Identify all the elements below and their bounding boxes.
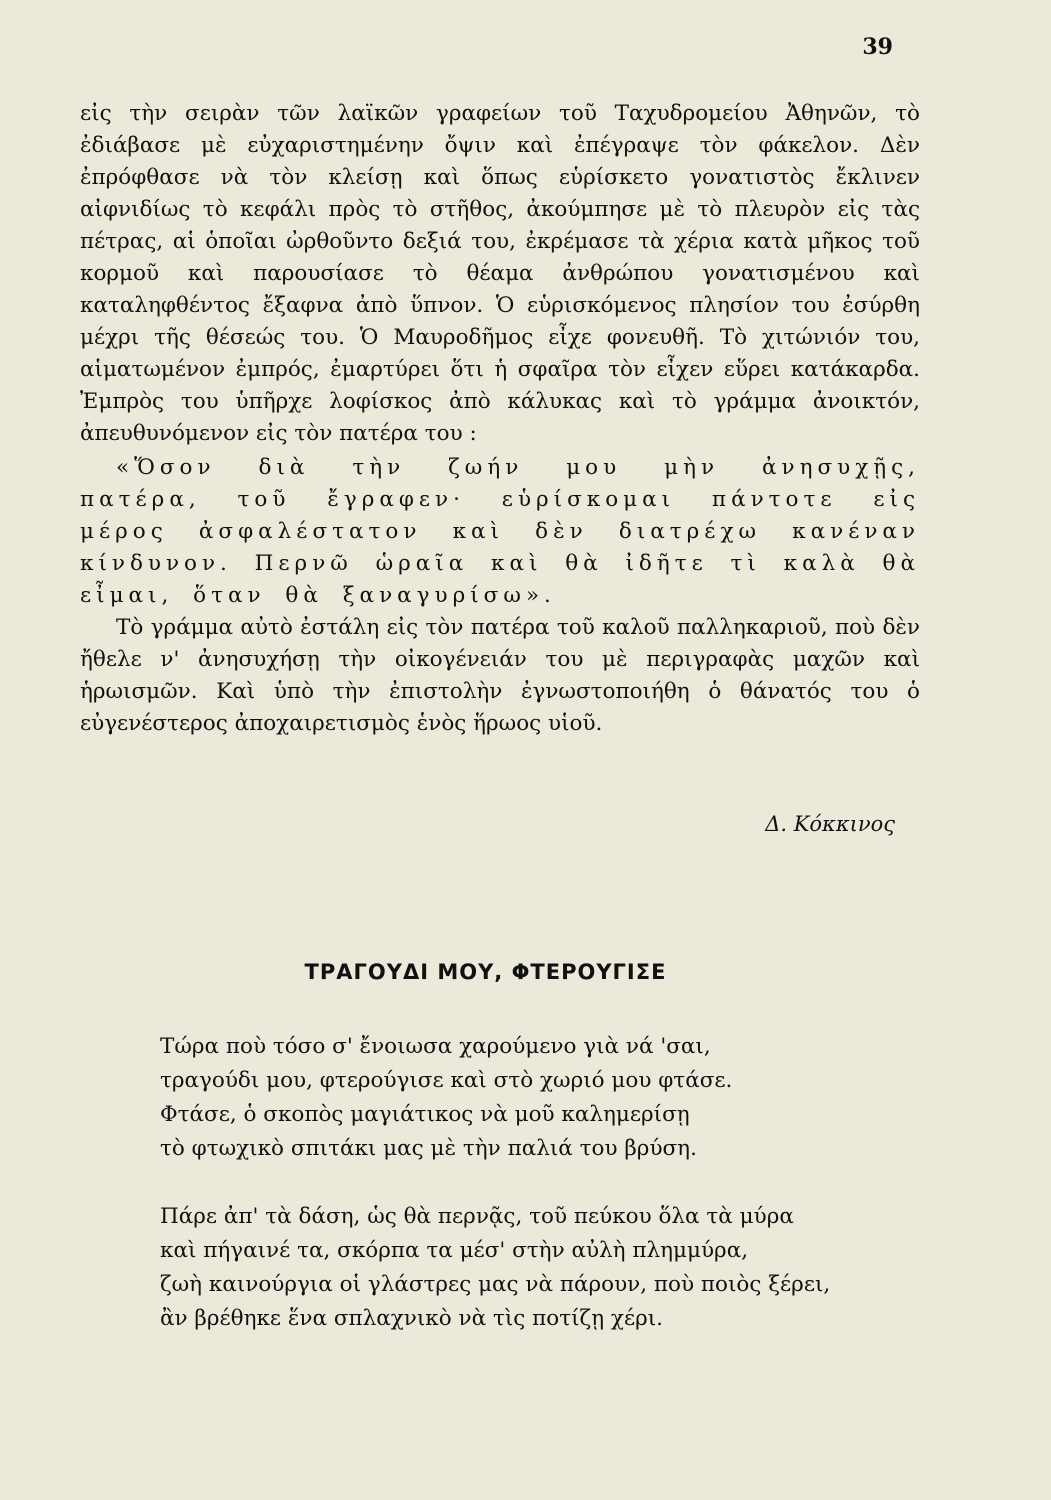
article-paragraph: εἰς τὴν σειρὰν τῶν λαϊκῶν γραφείων τοῦ Ταχυδρομείου Ἀθηνῶν, τὸ ἐδιάβασε μὲ εὐχαριστημένην ὄψιν καὶ ἐπέγραψε τὸν φάκελον. Δὲν ἐπρόφθασε νὰ τὸν κλείσῃ καὶ ὅπως εὑρίσκετο γονατιστὸς ἔκλινεν αἰφνιδίως τὸ κεφάλι πρὸς τὸ στῆθος, ἀκούμπησε μὲ τὸ πλευρὸν εἰς τὰς πέτρας, αἱ ὁποῖαι ὠρθοῦντο δεξιά του, ἐκρέμασε τὰ χέρια κατὰ μῆκος τοῦ κορμοῦ καὶ παρουσίασε τὸ θέαμα ἀνθρώπου γονατισμένου καὶ καταληφθέντος ἔξαφνα ἀπὸ ὕπνον. Ὁ εὑρισκόμενος πλησίον του ἐσύρθη μέχρι τῆς θέσεώς του. Ὁ Μαυροδῆμος εἶχε φονευθῆ. Τὸ χιτώνιόν του, αἱματωμένον ἐμπρός, ἐμαρτύρει ὅτι ἡ σφαῖρα τὸν εἶχεν εὕρει κατάκαρδα. Ἐμπρὸς του ὑπῆρχε λοφίσκος ἀπὸ κάλυκας καὶ τὸ γράμμα ἀνοικτόν, ἀπευθυνόμενον εἰς τὸν πατέρα του : bbox=[80, 101, 920, 446]
poem-line: τραγούδι μου, φτερούγισε καὶ στὸ χωριό μου φτάσε. bbox=[160, 1068, 733, 1093]
page-number: 39 bbox=[862, 34, 893, 60]
letter-quote: «Ὅσον διὰ τὴν ζωήν μου μὴν ἀνησυχῇς, πατέρα, τοῦ ἔγραφεν· εὑρίσκομαι πάντοτε εἰς μέρος ἀσφαλέστατον καὶ δὲν διατρέχω κανέναν κίνδυνον. Περνῶ ὡραῖα καὶ θὰ ἰδῆτε τὶ καλὰ θὰ εἶμαι, ὅταν θὰ ξαναγυρίσω». bbox=[80, 455, 920, 608]
poem-line: ζωὴ καινούργια οἱ γλάστρες μας νὰ πάρουν, ποὺ ποιὸς ξέρει, bbox=[160, 1272, 831, 1297]
poem-line: Φτάσε, ὁ σκοπὸς μαγιάτικος νὰ μοῦ καλημερίσῃ bbox=[160, 1102, 690, 1127]
poem-stanza bbox=[160, 1030, 920, 1166]
article-body bbox=[80, 98, 920, 740]
poem-stanza bbox=[160, 1200, 920, 1336]
article-paragraph: Τὸ γράμμα αὐτὸ ἐστάλη εἰς τὸν πατέρα τοῦ καλοῦ παλληκαριοῦ, ποὺ δὲν ἤθελε ν' ἀνησυχήσῃ τὴν οἰκογένειάν του μὲ περιγραφὰς μαχῶν καὶ ἡρωισμῶν. Καὶ ὑπὸ τὴν ἐπιστολὴν ἐγνωστοποιήθη ὁ θάνατός του ὁ εὐγενέστερος ἀποχαιρετισμὸς ἑνὸς ἥρωος υἱοῦ. bbox=[80, 615, 920, 736]
poem-line: καὶ πήγαινέ τα, σκόρπα τα μέσ' στὴν αὐλὴ πλημμύρα, bbox=[160, 1238, 749, 1263]
poem-line: ἂν βρέθηκε ἕνα σπλαχνικὸ νὰ τὶς ποτίζῃ χέρι. bbox=[160, 1306, 663, 1331]
poem-line: τὸ φτωχικὸ σπιτάκι μας μὲ τὴν παλιά του βρύση. bbox=[160, 1136, 697, 1161]
author-signature: Δ. Κόκκινος bbox=[765, 812, 895, 836]
poem-body bbox=[160, 1030, 920, 1370]
poem-line: Πάρε ἀπ' τὰ δάση, ὡς θὰ περνᾷς, τοῦ πεύκου ὅλα τὰ μύρα bbox=[160, 1204, 794, 1229]
poem-title: ΤΡΑΓΟΥΔΙ ΜΟΥ, ΦΤΕΡΟΥΓΙΣΕ bbox=[304, 960, 667, 984]
poem-line: Τώρα ποὺ τόσο σ' ἔνοιωσα χαρούμενο γιὰ νά 'σαι, bbox=[160, 1034, 711, 1059]
